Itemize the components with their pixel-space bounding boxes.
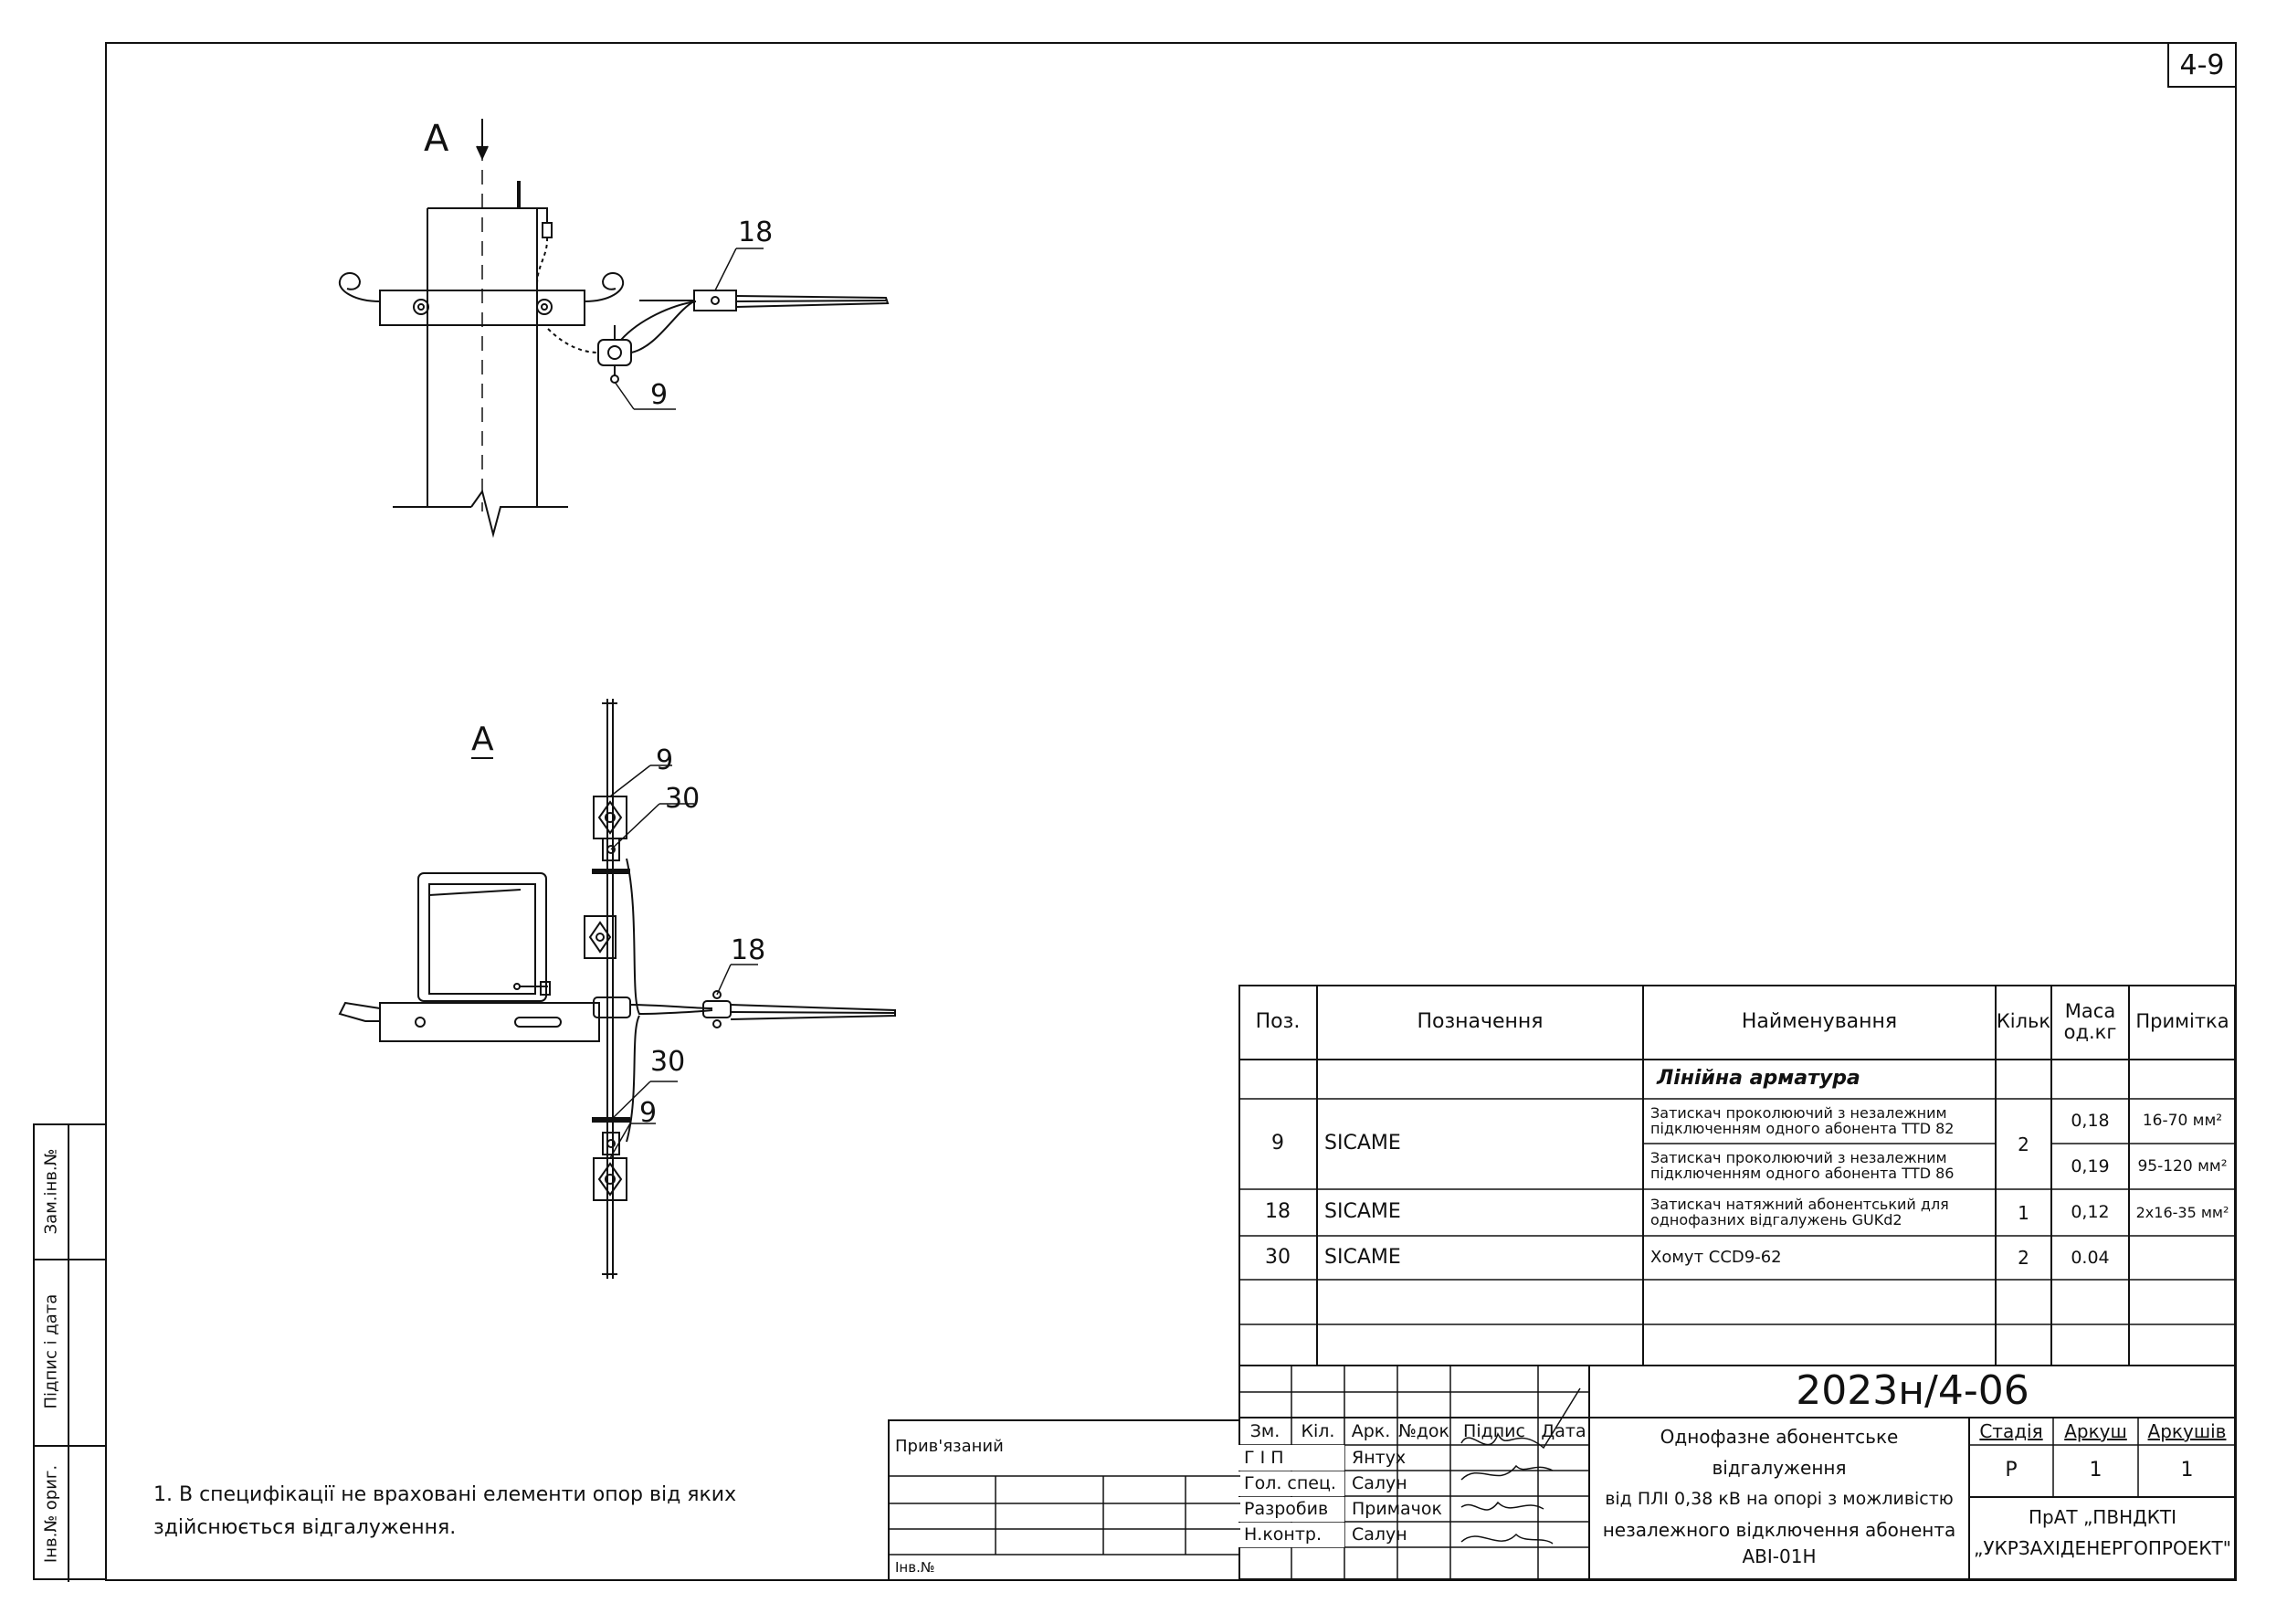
col-ark: Арк. [1351, 1420, 1391, 1441]
row-30-code: SICAME [1324, 1245, 1401, 1269]
row-30-poz: 30 [1265, 1245, 1291, 1269]
org-line-2: „УКРЗАХІДЕНЕРГОПРОЕКТ" [1974, 1537, 2231, 1559]
row-18-name: Затискач натяжний абонентський для однофазних відгалужень GUKd2 [1650, 1195, 1949, 1229]
group-title: Лінійна арматура [1657, 1067, 1860, 1091]
title-line-4: незалежного відключення абонента [1602, 1519, 1956, 1541]
sheets-value: 1 [2180, 1459, 2194, 1482]
callout-18-top: 18 [738, 216, 774, 248]
row-30-qty: 2 [2018, 1247, 2029, 1269]
clamp-9-top [548, 301, 696, 383]
binding-block [888, 1419, 1240, 1580]
zam-inv-label: Зам.інв.№ [41, 1148, 61, 1235]
header-kilk: Кільк [1996, 1010, 2051, 1033]
branch-wires-section [627, 859, 895, 1142]
col-kil: Кіл. [1301, 1420, 1335, 1441]
role-gol-spec: Гол. спец. [1238, 1471, 1344, 1496]
stage-value: Р [2005, 1459, 2018, 1482]
header-naimenuvannia: Найменування [1741, 1009, 1898, 1033]
row-30-name: Хомут CCD9-62 [1650, 1248, 1782, 1268]
row-9-code: SICAME [1324, 1132, 1401, 1155]
specification-table [1238, 985, 2236, 1366]
tension-clamp-18-top [639, 290, 888, 311]
col-zm: Зм. [1249, 1420, 1281, 1441]
row-9-item-2-note: 95-120 мм² [2137, 1156, 2228, 1176]
row-30-note [2129, 1236, 2236, 1280]
row-9-item-1-note: 16-70 мм² [2142, 1112, 2223, 1131]
title-line-3: від ПЛІ 0,38 кВ на опорі з можливістю [1605, 1489, 1954, 1509]
row-30-mass: 0.04 [2071, 1247, 2110, 1268]
arrow-a [477, 119, 488, 158]
note-line-1: 1. В специфікації не враховані елементи опор від яких [153, 1483, 737, 1506]
drawing-title [1589, 1421, 1969, 1578]
organization [1969, 1502, 2236, 1578]
doc-code: 2023н/4-06 [1796, 1366, 2029, 1414]
col-pidpys: Підпис [1463, 1420, 1525, 1441]
callout-18-section: 18 [731, 934, 766, 966]
inv-oryg-label: Інв.№ ориг. [41, 1464, 61, 1564]
col-ndok: №док [1398, 1420, 1449, 1441]
row-18-mass: 0,12 [2071, 1202, 2110, 1223]
row-18-poz: 18 [1265, 1200, 1291, 1224]
row-18-note: 2х16-35 мм² [2135, 1203, 2229, 1221]
callout-9-top: 9 [650, 379, 669, 411]
col-data: Дата [1541, 1420, 1586, 1441]
role-n-kontr: Н.контр. [1238, 1523, 1344, 1547]
org-line-1: ПрАТ „ПВНДКТІ [2028, 1506, 2177, 1528]
header-poznachennia: Позначення [1417, 1009, 1544, 1033]
sheet-number: 4-9 [2167, 44, 2235, 88]
row-18-qty: 1 [2018, 1201, 2029, 1224]
leaders-top [615, 248, 764, 409]
sheet-value: 1 [2089, 1459, 2103, 1482]
hook-bolt [519, 181, 552, 285]
title-line-2: відгалуження [1712, 1457, 1847, 1479]
bracket-top-view [340, 873, 599, 1041]
stage-label: Стадія [1979, 1420, 2043, 1442]
callout-30-section-b: 30 [650, 1046, 686, 1078]
name-rozrobyv: Примачок [1352, 1498, 1442, 1519]
role-rozrobyv: Разробив [1238, 1497, 1344, 1522]
sheet-label: Аркуш [2064, 1420, 2127, 1442]
title-line-5: АВІ-01Н [1742, 1545, 1817, 1567]
title-block [1238, 1365, 2236, 1580]
row-9-item-1-mass: 0,18 [2071, 1111, 2110, 1132]
callout-9-section-a: 9 [656, 744, 674, 776]
header-poz: Поз. [1255, 1009, 1301, 1033]
view-a-label: A [424, 118, 449, 160]
inv-no-label: Інв.№ [895, 1558, 935, 1576]
header-masa: Маса од.кг [2063, 999, 2117, 1043]
title-line-1: Однофазне абонентське [1660, 1426, 1899, 1448]
note-line-2: здійснюється відгалуження. [153, 1516, 457, 1539]
main-line-vertical [602, 699, 617, 1279]
row-9-item-2-mass: 0,19 [2071, 1155, 2110, 1176]
section-a-label: A [471, 721, 494, 758]
callout-30-section-a: 30 [665, 783, 701, 815]
row-9-poz: 9 [1271, 1132, 1284, 1155]
cross-arm-top [340, 273, 623, 325]
row-18-code: SICAME [1324, 1200, 1401, 1224]
row-9-item-1-name: Затискач проколюючий з незалежним підключенням одного абонента ТТD 82 [1650, 1103, 1955, 1137]
role-gip: Г І П [1238, 1445, 1344, 1471]
row-9-item-2-name: Затискач проколюючий з незалежним підключенням одного абонента ТТD 86 [1650, 1149, 1955, 1182]
name-gol-spec: Салун [1352, 1472, 1407, 1493]
pidpys-data-label: Підпис і дата [41, 1293, 61, 1409]
row-9-qty: 2 [2018, 1133, 2029, 1155]
header-prymitka: Примітка [2135, 1010, 2229, 1033]
sheets-label: Аркушів [2147, 1420, 2227, 1442]
name-n-kontr: Салун [1352, 1524, 1407, 1545]
callout-9-section-b: 9 [639, 1097, 658, 1129]
pryviazanyi-label: Прив'язаний [895, 1437, 1004, 1457]
name-gip: Янтух [1352, 1447, 1407, 1468]
pole-top-view [393, 146, 568, 534]
